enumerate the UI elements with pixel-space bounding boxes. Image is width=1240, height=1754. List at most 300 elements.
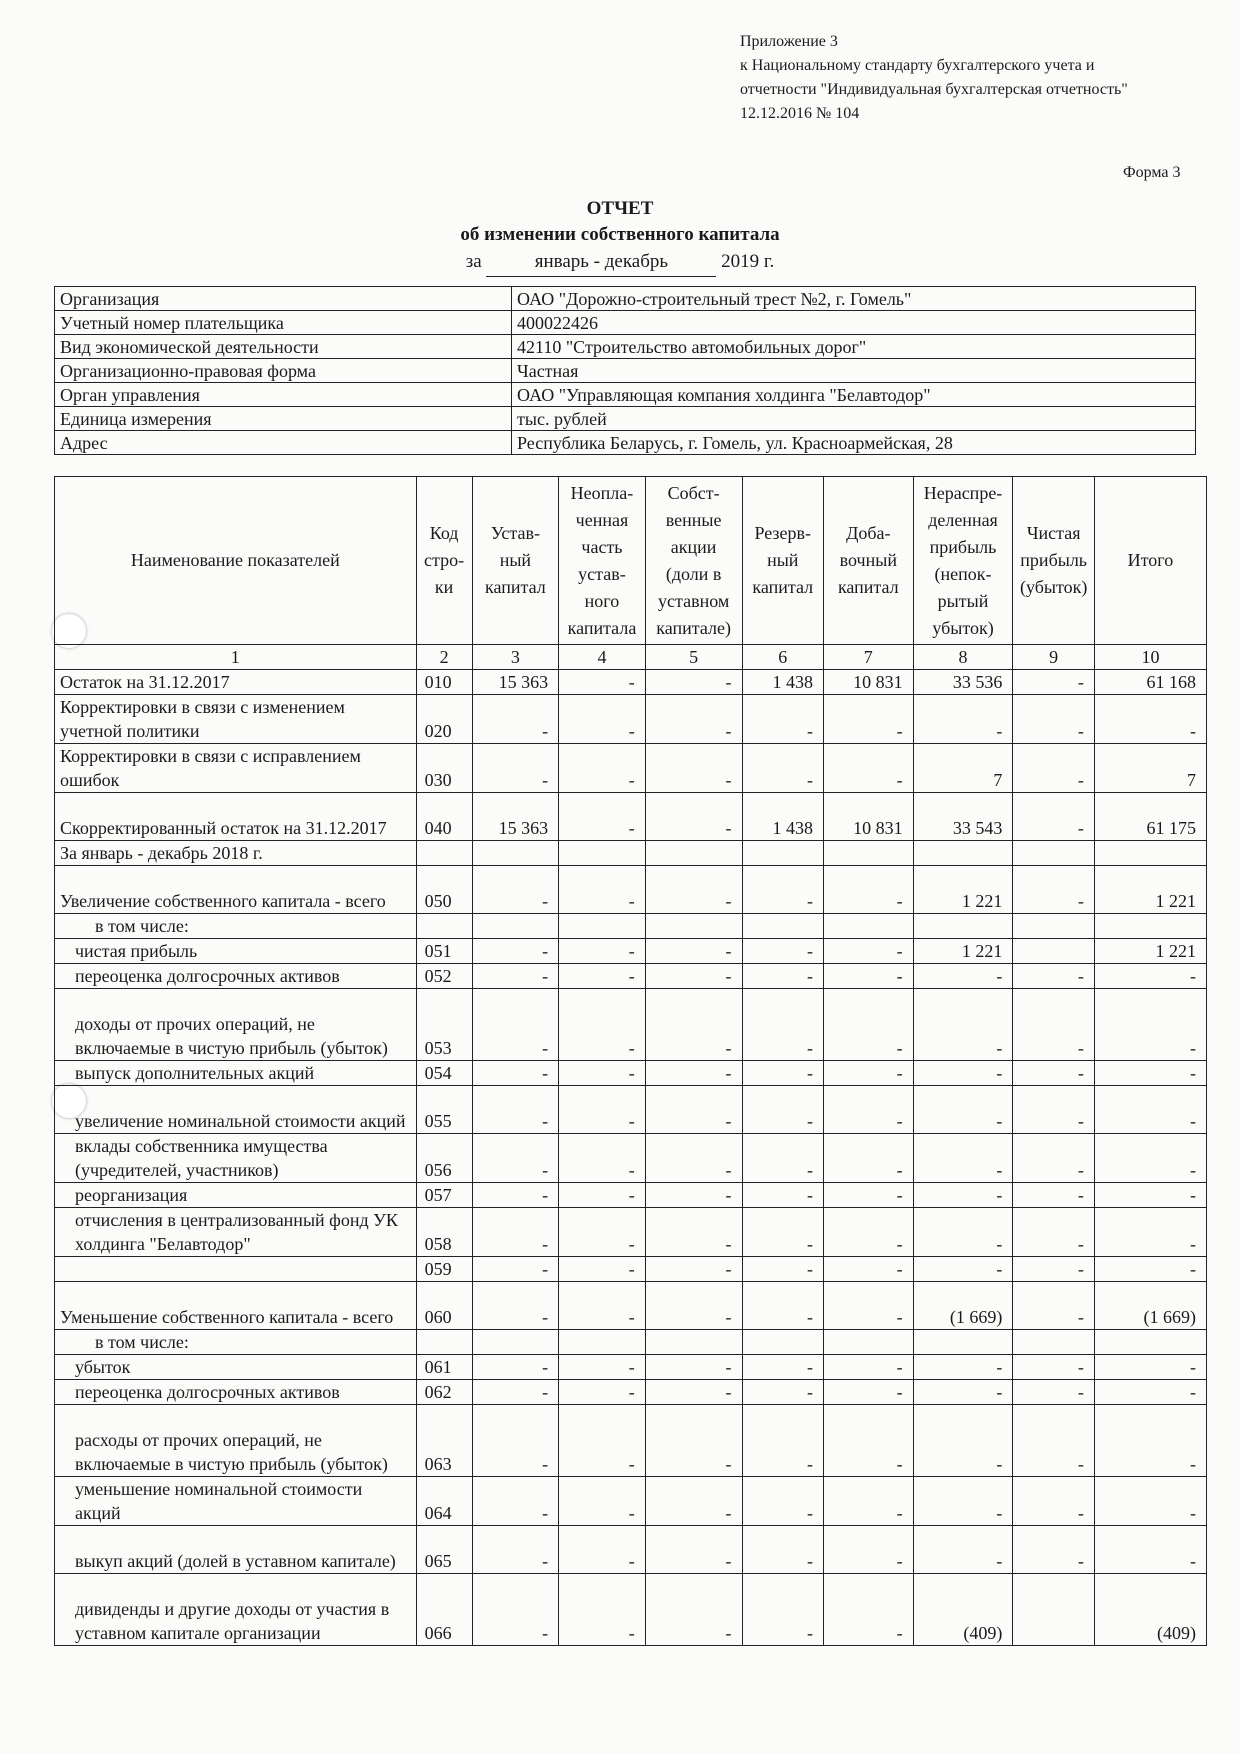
row-value-col7: - <box>823 939 913 964</box>
row-value-col3: - <box>472 1477 559 1526</box>
row-value-col7: - <box>823 744 913 793</box>
row-name: Корректировки в связи с исправлением ошибок <box>55 744 417 793</box>
row-value-col7: 10 831 <box>823 793 913 841</box>
row-value-col4: - <box>559 1134 646 1183</box>
table-row <box>55 1477 1207 1526</box>
row-value-col6: 1 438 <box>742 670 823 695</box>
row-value-col4: - <box>559 1526 646 1574</box>
row-name: расходы от прочих операций, не включаемые в чистую прибыль (убыток) <box>55 1405 417 1477</box>
table-row <box>55 1405 1207 1477</box>
row-value-col3: - <box>472 964 559 989</box>
row-value-col10: - <box>1094 695 1206 744</box>
row-value-col6: - <box>742 1477 823 1526</box>
appendix-line: 12.12.2016 № 104 <box>740 105 860 122</box>
row-name: выкуп акций (долей в уставном капитале) <box>55 1526 417 1574</box>
row-value-col4: - <box>559 1405 646 1477</box>
row-value-col8: - <box>913 1380 1013 1405</box>
table-row <box>55 841 1207 866</box>
row-code <box>416 914 472 939</box>
row-value-col4: - <box>559 1380 646 1405</box>
row-value-col8: - <box>913 695 1013 744</box>
info-label: Адрес <box>55 431 512 455</box>
info-row <box>55 335 1196 359</box>
col-number: 9 <box>1013 645 1094 670</box>
row-value-col10: - <box>1094 1477 1206 1526</box>
row-code: 040 <box>416 793 472 841</box>
row-value-col7: - <box>823 1405 913 1477</box>
row-value-col9 <box>1013 914 1094 939</box>
row-value-col8: - <box>913 1183 1013 1208</box>
table-row <box>55 964 1207 989</box>
table-row <box>55 793 1207 841</box>
row-value-col9: - <box>1013 695 1094 744</box>
row-value-col8: - <box>913 964 1013 989</box>
row-value-col9: - <box>1013 1086 1094 1134</box>
row-value-col6: - <box>742 1257 823 1282</box>
row-value-col7: - <box>823 1574 913 1646</box>
row-value-col6 <box>742 914 823 939</box>
table-row <box>55 1061 1207 1086</box>
row-value-col9: - <box>1013 1134 1094 1183</box>
row-value-col9: - <box>1013 1477 1094 1526</box>
row-code: 020 <box>416 695 472 744</box>
row-value-col6: - <box>742 1282 823 1330</box>
row-value-col4: - <box>559 1183 646 1208</box>
row-code: 066 <box>416 1574 472 1646</box>
table-row <box>55 695 1207 744</box>
row-value-col9 <box>1013 1574 1094 1646</box>
form-label: Форма 3 <box>1123 164 1181 181</box>
info-value: 42110 "Строительство автомобильных дорог" <box>512 335 1196 359</box>
table-row <box>55 939 1207 964</box>
row-value-col10: 1 221 <box>1094 939 1206 964</box>
info-value: Частная <box>512 359 1196 383</box>
row-name: отчисления в централизованный фонд УК холдинга "Белавтодор" <box>55 1208 417 1257</box>
row-name: Уменьшение собственного капитала - всего <box>55 1282 417 1330</box>
header-c8: Нераспре- деленная прибыль (непок- рытый убыток) <box>913 477 1013 645</box>
row-value-col4: - <box>559 1208 646 1257</box>
row-value-col10 <box>1094 1330 1206 1355</box>
row-code: 057 <box>416 1183 472 1208</box>
info-label: Орган управления <box>55 383 512 407</box>
row-value-col3: - <box>472 1257 559 1282</box>
row-value-col8: - <box>913 1257 1013 1282</box>
row-name: реорганизация <box>55 1183 417 1208</box>
row-name: уменьшение номинальной стоимости акций <box>55 1477 417 1526</box>
row-value-col10: 61 168 <box>1094 670 1206 695</box>
row-value-col5: - <box>645 1134 742 1183</box>
row-value-col3: - <box>472 989 559 1061</box>
header-name: Наименование показателей <box>55 477 417 645</box>
info-label: Единица измерения <box>55 407 512 431</box>
row-value-col9 <box>1013 1330 1094 1355</box>
row-code <box>416 841 472 866</box>
row-value-col9: - <box>1013 1380 1094 1405</box>
row-value-col3: - <box>472 1574 559 1646</box>
row-value-col6: - <box>742 1380 823 1405</box>
row-value-col6: - <box>742 1574 823 1646</box>
row-value-col8: - <box>913 1355 1013 1380</box>
row-value-col6: - <box>742 1208 823 1257</box>
title-block <box>0 196 1240 277</box>
row-value-col5: - <box>645 744 742 793</box>
row-value-col3: - <box>472 1355 559 1380</box>
col-number: 6 <box>742 645 823 670</box>
row-value-col7: - <box>823 1086 913 1134</box>
row-value-col8: - <box>913 1477 1013 1526</box>
header-c3: Устав- ный капитал <box>472 477 559 645</box>
col-number: 1 <box>55 645 417 670</box>
col-number: 7 <box>823 645 913 670</box>
row-value-col6: - <box>742 695 823 744</box>
row-value-col10 <box>1094 914 1206 939</box>
row-value-col10: (409) <box>1094 1574 1206 1646</box>
row-value-col8: - <box>913 1061 1013 1086</box>
row-value-col7: - <box>823 1134 913 1183</box>
row-value-col10: - <box>1094 1526 1206 1574</box>
row-value-col4: - <box>559 1574 646 1646</box>
row-value-col8: - <box>913 1086 1013 1134</box>
table-row <box>55 1380 1207 1405</box>
row-value-col5 <box>645 841 742 866</box>
row-value-col7: 10 831 <box>823 670 913 695</box>
info-row <box>55 407 1196 431</box>
row-value-col7: - <box>823 1355 913 1380</box>
row-name: вклады собственника имущества (учредителей, участников) <box>55 1134 417 1183</box>
col-number: 10 <box>1094 645 1206 670</box>
row-value-col3: - <box>472 1086 559 1134</box>
row-value-col4 <box>559 841 646 866</box>
row-code: 050 <box>416 866 472 914</box>
row-code: 055 <box>416 1086 472 1134</box>
row-value-col5: - <box>645 1183 742 1208</box>
row-value-col7 <box>823 1330 913 1355</box>
row-value-col9: - <box>1013 1282 1094 1330</box>
table-row <box>55 744 1207 793</box>
table-row <box>55 1183 1207 1208</box>
period-prefix: за <box>465 251 482 272</box>
row-value-col9 <box>1013 939 1094 964</box>
header-code: Код стро- ки <box>416 477 472 645</box>
row-code: 063 <box>416 1405 472 1477</box>
row-name: Остаток на 31.12.2017 <box>55 670 417 695</box>
row-value-col4: - <box>559 670 646 695</box>
table-row <box>55 1208 1207 1257</box>
period-suffix: 2019 г. <box>721 251 775 272</box>
row-value-col10: - <box>1094 1061 1206 1086</box>
row-code: 053 <box>416 989 472 1061</box>
row-value-col3: - <box>472 1208 559 1257</box>
row-value-col10: - <box>1094 1208 1206 1257</box>
column-numbers-row <box>55 645 1207 670</box>
row-value-col4: - <box>559 1355 646 1380</box>
info-row <box>55 287 1196 311</box>
row-name: дивиденды и другие доходы от участия в уставном капитале организации <box>55 1574 417 1646</box>
col-number: 4 <box>559 645 646 670</box>
row-code: 064 <box>416 1477 472 1526</box>
table-row <box>55 1086 1207 1134</box>
row-code: 010 <box>416 670 472 695</box>
report-subtitle: об изменении собственного капитала <box>460 224 780 245</box>
row-value-col7: - <box>823 1477 913 1526</box>
row-value-col9: - <box>1013 964 1094 989</box>
row-code: 052 <box>416 964 472 989</box>
row-value-col9: - <box>1013 866 1094 914</box>
row-value-col4 <box>559 1330 646 1355</box>
row-value-col9: - <box>1013 1355 1094 1380</box>
appendix-note <box>740 30 1210 126</box>
header-c7: Доба- вочный капитал <box>823 477 913 645</box>
row-value-col7: - <box>823 989 913 1061</box>
row-value-col10: 1 221 <box>1094 866 1206 914</box>
row-value-col5: - <box>645 964 742 989</box>
row-value-col6: - <box>742 1526 823 1574</box>
row-value-col9: - <box>1013 989 1094 1061</box>
report-period <box>0 248 1240 277</box>
info-row <box>55 359 1196 383</box>
row-value-col9: - <box>1013 1208 1094 1257</box>
row-code: 058 <box>416 1208 472 1257</box>
table-row <box>55 914 1207 939</box>
info-value: ОАО "Управляющая компания холдинга "Белавтодор" <box>512 383 1196 407</box>
row-name: в том числе: <box>55 1330 417 1355</box>
row-value-col7: - <box>823 1380 913 1405</box>
row-value-col7: - <box>823 866 913 914</box>
row-value-col8: - <box>913 1405 1013 1477</box>
row-value-col5: - <box>645 1380 742 1405</box>
info-row <box>55 311 1196 335</box>
row-value-col5: - <box>645 1477 742 1526</box>
row-value-col8: 1 221 <box>913 939 1013 964</box>
row-value-col4: - <box>559 1257 646 1282</box>
row-value-col3: 15 363 <box>472 670 559 695</box>
row-value-col6: - <box>742 1086 823 1134</box>
table-row <box>55 866 1207 914</box>
row-value-col8: 1 221 <box>913 866 1013 914</box>
row-value-col5: - <box>645 1257 742 1282</box>
info-label: Вид экономической деятельности <box>55 335 512 359</box>
col-number: 8 <box>913 645 1013 670</box>
row-code: 054 <box>416 1061 472 1086</box>
table-row <box>55 1282 1207 1330</box>
header-c6: Резерв- ный капитал <box>742 477 823 645</box>
row-value-col10: - <box>1094 1380 1206 1405</box>
row-value-col8: - <box>913 1134 1013 1183</box>
row-value-col10: - <box>1094 1257 1206 1282</box>
row-value-col6: - <box>742 866 823 914</box>
table-row <box>55 1330 1207 1355</box>
info-label: Организационно-правовая форма <box>55 359 512 383</box>
row-value-col5 <box>645 914 742 939</box>
header-c10: Итого <box>1094 477 1206 645</box>
row-value-col3: - <box>472 1183 559 1208</box>
table-row <box>55 989 1207 1061</box>
row-value-col6: - <box>742 1355 823 1380</box>
row-name: Увеличение собственного капитала - всего <box>55 866 417 914</box>
row-value-col9: - <box>1013 1526 1094 1574</box>
row-value-col8 <box>913 914 1013 939</box>
row-value-col7: - <box>823 1526 913 1574</box>
row-value-col7: - <box>823 1208 913 1257</box>
row-value-col4: - <box>559 1477 646 1526</box>
row-value-col10: 61 175 <box>1094 793 1206 841</box>
row-value-col5: - <box>645 989 742 1061</box>
organization-info-table <box>54 286 1196 455</box>
row-name: выпуск дополнительных акций <box>55 1061 417 1086</box>
row-value-col8: (409) <box>913 1574 1013 1646</box>
row-name: доходы от прочих операций, не включаемые в чистую прибыль (убыток) <box>55 989 417 1061</box>
row-value-col5: - <box>645 1355 742 1380</box>
table-row <box>55 1526 1207 1574</box>
info-value: 400022426 <box>512 311 1196 335</box>
row-name: чистая прибыль <box>55 939 417 964</box>
row-value-col9: - <box>1013 1183 1094 1208</box>
row-name: в том числе: <box>55 914 417 939</box>
row-value-col7: - <box>823 964 913 989</box>
row-value-col9: - <box>1013 1061 1094 1086</box>
row-value-col10: 7 <box>1094 744 1206 793</box>
table-row <box>55 1134 1207 1183</box>
row-value-col10: - <box>1094 1183 1206 1208</box>
header-c5: Собст- венные акции (доли в уставном капитале) <box>645 477 742 645</box>
row-value-col9: - <box>1013 1405 1094 1477</box>
row-value-col4: - <box>559 989 646 1061</box>
row-code: 062 <box>416 1380 472 1405</box>
row-value-col8: 7 <box>913 744 1013 793</box>
col-number: 2 <box>416 645 472 670</box>
row-value-col3: - <box>472 1282 559 1330</box>
row-value-col9: - <box>1013 793 1094 841</box>
row-name: Корректировки в связи с изменением учетной политики <box>55 695 417 744</box>
table-row <box>55 1574 1207 1646</box>
row-value-col6: - <box>742 1405 823 1477</box>
row-value-col6: - <box>742 744 823 793</box>
row-value-col3: 15 363 <box>472 793 559 841</box>
row-value-col7 <box>823 914 913 939</box>
row-value-col3 <box>472 1330 559 1355</box>
row-value-col9 <box>1013 841 1094 866</box>
info-row <box>55 383 1196 407</box>
row-value-col4: - <box>559 744 646 793</box>
row-value-col6: 1 438 <box>742 793 823 841</box>
info-value: ОАО "Дорожно-строительный трест №2, г. Гомель" <box>512 287 1196 311</box>
row-value-col5: - <box>645 1405 742 1477</box>
info-value: Республика Беларусь, г. Гомель, ул. Красноармейская, 28 <box>512 431 1196 455</box>
info-label: Учетный номер плательщика <box>55 311 512 335</box>
row-code: 056 <box>416 1134 472 1183</box>
row-code: 060 <box>416 1282 472 1330</box>
table-row <box>55 1257 1207 1282</box>
row-value-col4 <box>559 914 646 939</box>
row-value-col4: - <box>559 695 646 744</box>
row-value-col7 <box>823 841 913 866</box>
row-value-col4: - <box>559 793 646 841</box>
row-value-col5: - <box>645 1526 742 1574</box>
row-value-col10: - <box>1094 1355 1206 1380</box>
appendix-line: к Национальному стандарту бухгалтерского учета и <box>740 57 1095 74</box>
row-value-col8: 33 536 <box>913 670 1013 695</box>
row-value-col6: - <box>742 1061 823 1086</box>
row-value-col3: - <box>472 744 559 793</box>
row-value-col4: - <box>559 866 646 914</box>
row-value-col6: - <box>742 939 823 964</box>
row-value-col6: - <box>742 1134 823 1183</box>
row-value-col5: - <box>645 695 742 744</box>
row-value-col3: - <box>472 1134 559 1183</box>
row-value-col5: - <box>645 1208 742 1257</box>
table-row <box>55 1355 1207 1380</box>
row-value-col10 <box>1094 841 1206 866</box>
row-name: За январь - декабрь 2018 г. <box>55 841 417 866</box>
row-name <box>55 1257 417 1282</box>
row-code <box>416 1330 472 1355</box>
row-value-col6: - <box>742 989 823 1061</box>
row-value-col8: - <box>913 1526 1013 1574</box>
row-value-col10: - <box>1094 989 1206 1061</box>
info-label: Организация <box>55 287 512 311</box>
row-value-col3: - <box>472 866 559 914</box>
row-name: переоценка долгосрочных активов <box>55 1380 417 1405</box>
row-name: Скорректированный остаток на 31.12.2017 <box>55 793 417 841</box>
row-value-col5: - <box>645 1061 742 1086</box>
row-value-col6: - <box>742 964 823 989</box>
row-value-col3: - <box>472 1526 559 1574</box>
row-value-col4: - <box>559 964 646 989</box>
header-c4: Неопла- ченная часть устав- ного капитала <box>559 477 646 645</box>
row-value-col5: - <box>645 1086 742 1134</box>
info-row <box>55 431 1196 455</box>
row-value-col6: - <box>742 1183 823 1208</box>
row-value-col7: - <box>823 695 913 744</box>
report-title: ОТЧЕТ <box>586 198 654 219</box>
row-value-col4: - <box>559 1282 646 1330</box>
row-value-col4: - <box>559 1086 646 1134</box>
row-value-col5: - <box>645 1574 742 1646</box>
row-value-col6 <box>742 1330 823 1355</box>
col-number: 3 <box>472 645 559 670</box>
row-value-col10: - <box>1094 1405 1206 1477</box>
table-row <box>55 670 1207 695</box>
row-value-col5: - <box>645 670 742 695</box>
row-value-col3: - <box>472 1405 559 1477</box>
row-code: 030 <box>416 744 472 793</box>
row-value-col8: - <box>913 989 1013 1061</box>
row-code: 061 <box>416 1355 472 1380</box>
row-value-col9: - <box>1013 1257 1094 1282</box>
row-value-col10: (1 669) <box>1094 1282 1206 1330</box>
row-value-col8: (1 669) <box>913 1282 1013 1330</box>
info-value: тыс. рублей <box>512 407 1196 431</box>
row-value-col9: - <box>1013 744 1094 793</box>
row-value-col7: - <box>823 1282 913 1330</box>
period-value: январь - декабрь <box>486 248 716 277</box>
header-c9: Чистая прибыль (убыток) <box>1013 477 1094 645</box>
row-value-col3: - <box>472 1380 559 1405</box>
row-value-col3: - <box>472 1061 559 1086</box>
row-value-col4: - <box>559 939 646 964</box>
row-value-col5: - <box>645 1282 742 1330</box>
row-value-col10: - <box>1094 1134 1206 1183</box>
row-value-col7: - <box>823 1257 913 1282</box>
row-value-col3: - <box>472 695 559 744</box>
row-value-col10: - <box>1094 1086 1206 1134</box>
row-value-col7: - <box>823 1061 913 1086</box>
row-value-col7: - <box>823 1183 913 1208</box>
appendix-line: Приложение 3 <box>740 33 838 50</box>
row-value-col6 <box>742 841 823 866</box>
row-name: убыток <box>55 1355 417 1380</box>
equity-changes-table <box>54 476 1207 1646</box>
